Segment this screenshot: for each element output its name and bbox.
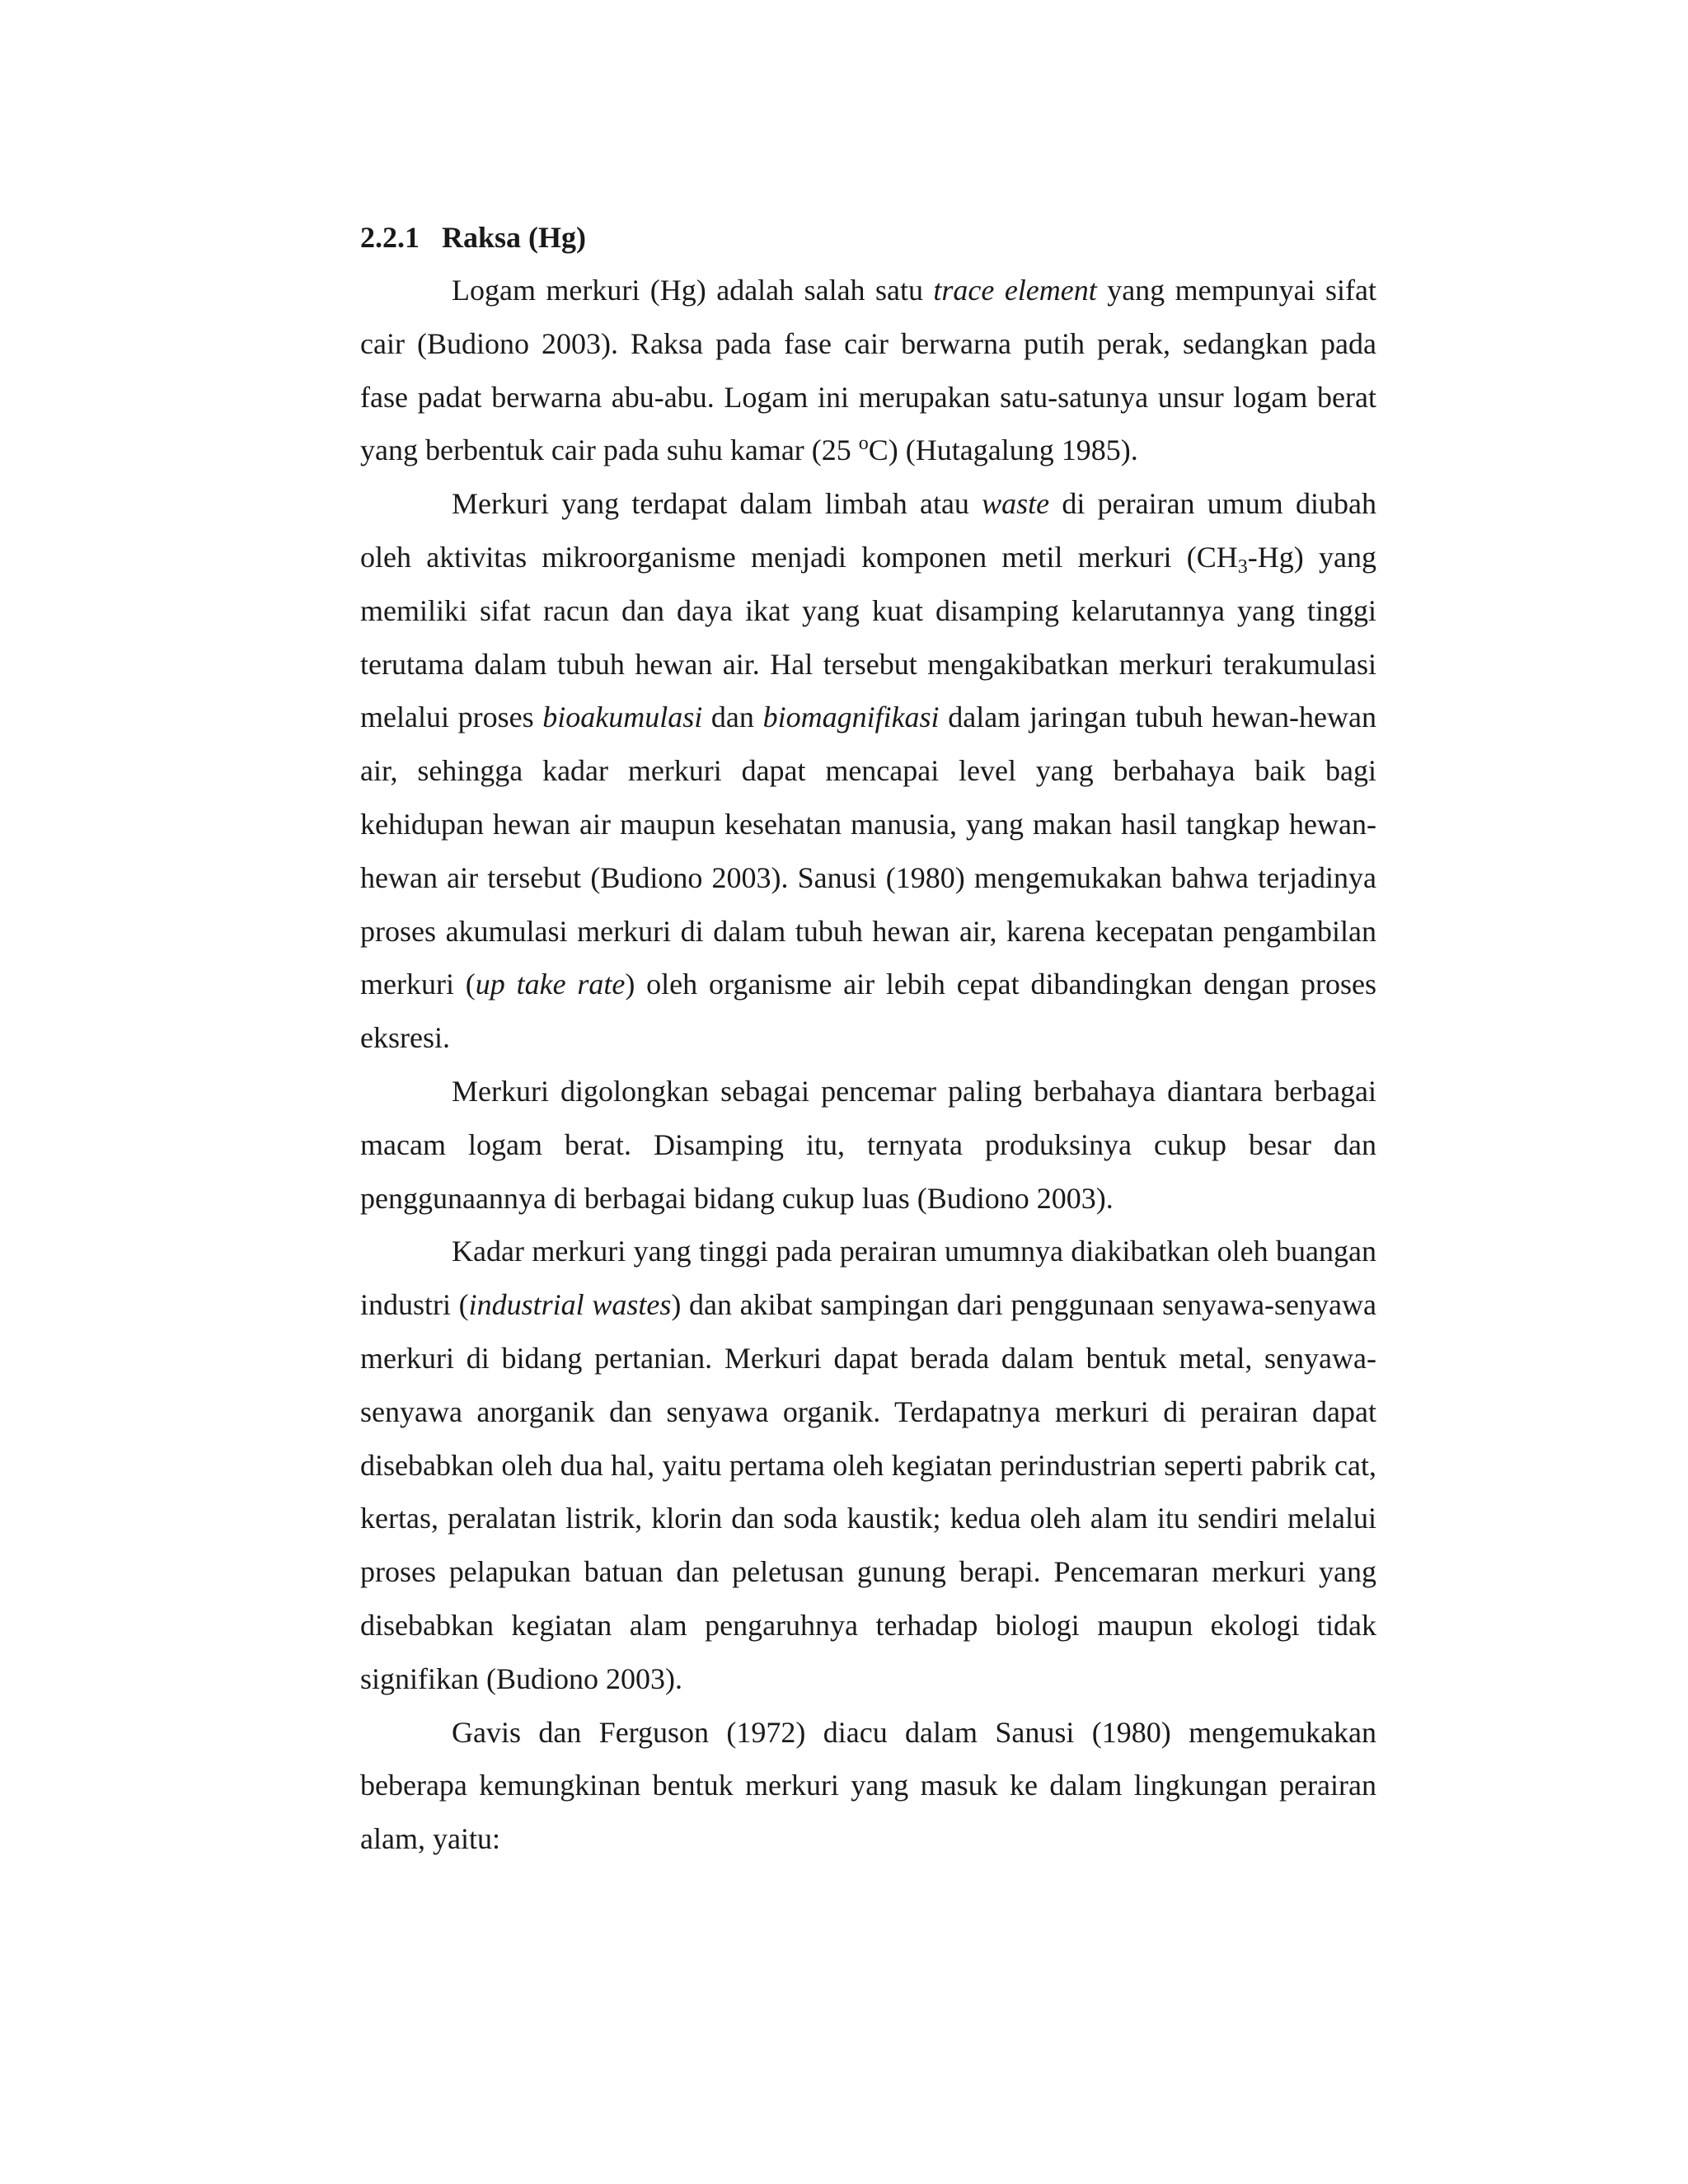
subscript: 3 <box>1237 555 1248 578</box>
section-heading <box>360 211 1376 264</box>
paragraph-1 <box>360 264 1376 477</box>
paragraph-5 <box>360 1706 1376 1866</box>
text-run: C) (Hutagalung 1985). <box>868 434 1138 467</box>
italic-term: trace element <box>933 274 1097 307</box>
paragraph-2 <box>360 477 1376 1065</box>
paragraph-3 <box>360 1065 1376 1225</box>
text-run: Merkuri yang terdapat dalam limbah atau <box>452 487 982 521</box>
italic-term: biomagnifikasi <box>762 701 940 734</box>
text-run: -Hg) yang memiliki sifat racun dan daya ikat yang kuat disamping kelarutannya yang tinggi terutama dalam tubuh hewan air. Hal tersebut mengakibatkan merkuri terakumulasi melalui proses <box>360 540 1376 734</box>
section-title: Raksa (Hg) <box>442 221 587 254</box>
superscript: o <box>858 433 869 455</box>
text-run: dalam jaringan tubuh hewan-hewan air, sehingga kadar merkuri dapat mencapai level yang berbahaya baik bagi kehidupan hewan air maupun kesehatan manusia, yang makan hasil tangkap hewan-hewan air tersebut (Budiono 2003). Sanusi (1980) mengemukakan bahwa terjadinya proses akumulasi merkuri di dalam tubuh hewan air, karena kecepatan pengambilan merkuri ( <box>360 701 1376 1001</box>
paragraph-4 <box>360 1225 1376 1705</box>
text-run: ) dan akibat sampingan dari penggunaan senyawa-senyawa merkuri di bidang pertanian. Merkuri dapat berada dalam bentuk metal, senyawa-senyawa anorganik dan senyawa organik. Terdapatnya merkuri di perairan dapat disebabkan oleh dua hal, yaitu pertama oleh kegiatan perindustrian seperti pabrik cat, kertas, peralatan listrik, klorin dan soda kaustik; kedua oleh alam itu sendiri melalui proses pelapukan batuan dan peletusan gunung berapi. Pencemaran merkuri yang disebabkan kegiatan alam pengaruhnya terhadap biologi maupun ekologi tidak signifikan (Budiono 2003). <box>360 1288 1376 1695</box>
text-run: Merkuri digolongkan sebagai pencemar paling berbahaya diantara berbagai macam logam berat. Disamping itu, ternyata produksinya cukup besar dan penggunaannya di berbagai bidang cukup luas (Budiono 2003). <box>360 1074 1376 1215</box>
text-run: yang mempunyai sifat cair (Budiono 2003). Raksa pada fase cair berwarna putih perak, sedangkan pada fase padat berwarna abu-abu. Logam ini merupakan satu-satunya unsur logam berat yang berbentuk cair pada suhu kamar (25 <box>360 274 1376 467</box>
italic-term: bioakumulasi <box>542 701 703 734</box>
text-run: Gavis dan Ferguson (1972) diacu dalam Sanusi (1980) mengemukakan beberapa kemungkinan bentuk merkuri yang masuk ke dalam lingkungan perairan alam, yaitu: <box>360 1715 1376 1856</box>
text-run: Logam merkuri (Hg) adalah salah satu <box>452 274 934 307</box>
text-run: ) oleh organisme air lebih cepat dibandingkan dengan proses eksresi. <box>360 968 1377 1055</box>
italic-term: waste <box>982 487 1050 521</box>
section-number: 2.2.1 <box>360 221 420 254</box>
text-run: Kadar merkuri yang tinggi pada perairan umumnya diakibatkan oleh buangan industri ( <box>360 1235 1376 1322</box>
text-run: di perairan umum diubah oleh aktivitas mikroorganisme menjadi komponen metil merkuri (CH <box>360 487 1376 574</box>
italic-term: industrial wastes <box>468 1288 672 1322</box>
italic-term: up take rate <box>475 968 626 1001</box>
text-run: dan <box>702 701 763 734</box>
document-page <box>360 211 1376 1866</box>
